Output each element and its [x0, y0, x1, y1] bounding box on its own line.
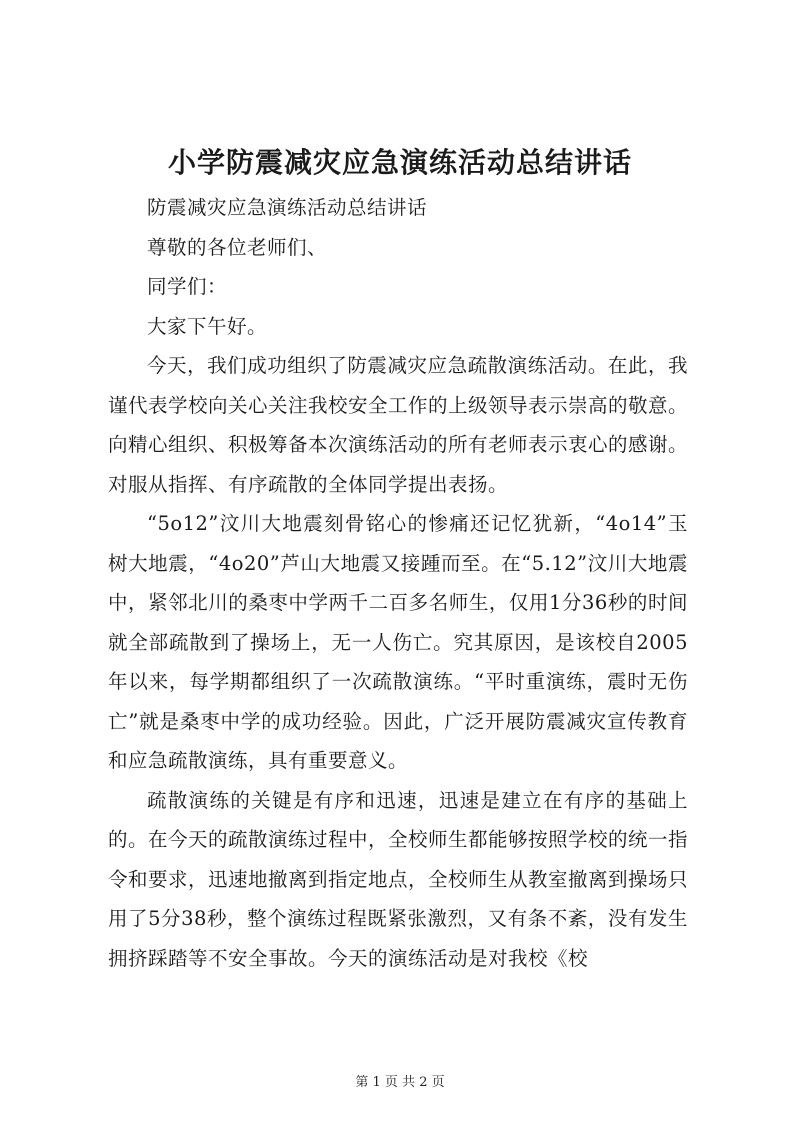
paragraph-salutation-teachers: 尊敬的各位老师们、 [147, 235, 328, 259]
document-body [108, 188, 688, 978]
paragraph-subtitle: 防震减灾应急演练活动总结讲话 [147, 196, 428, 219]
document-title: 小学防震减灾应急演练活动总结讲话 [167, 146, 632, 179]
paragraph-drill-summary: 疏散演练的关键是有序和迅速，迅速是建立在有序的基础上的。在今天的疏散演练过程中，全校师生都能够按照学校的统一指令和要求，迅速地撤离到指定地点，全校师生从教室撤离到操场只用了5分38秒，整个演练过程既紧张激烈，又有条不紊，没有发生拥挤踩踏等不安全事故。今天的演练活动是对我校《校 [108, 788, 689, 970]
paragraph-salutation-students: 同学们： [147, 275, 228, 298]
paragraph-greeting: 大家下午好。 [147, 314, 268, 338]
paragraph-intro: 今天，我们成功组织了防震减灾应急疏散演练活动。在此，我谨代表学校向关心关注我校安全工作的上级领导表示崇高的敬意。向精心组织、积极筹备本次演练活动的所有老师表示衷心的感谢。对服从指挥、有序疏散的全体同学提出表扬。 [108, 354, 689, 496]
page-footer: 第 1 页 共 2 页 [355, 1075, 445, 1090]
paragraph-earthquake-history: “5o12”汶川大地震刻骨铭心的惨痛还记忆犹新，“4o14”玉树大地震，“4o20”芦山大地震又接踵而至。在“5.12”汶川大地震中，紧邻北川的桑枣中学两千二百多名师生，仅用1分36秒的时间就全部疏散到了操场上，无一人伤亡。究其原因，是该校自2005年以来，每学期都组织了一次疏散演练。“平时重演练，震时无伤亡”就是桑枣中学的成功经验。因此，广泛开展防震减灾宣传教育和应急疏散演练，具有重要意义。 [108, 512, 688, 772]
